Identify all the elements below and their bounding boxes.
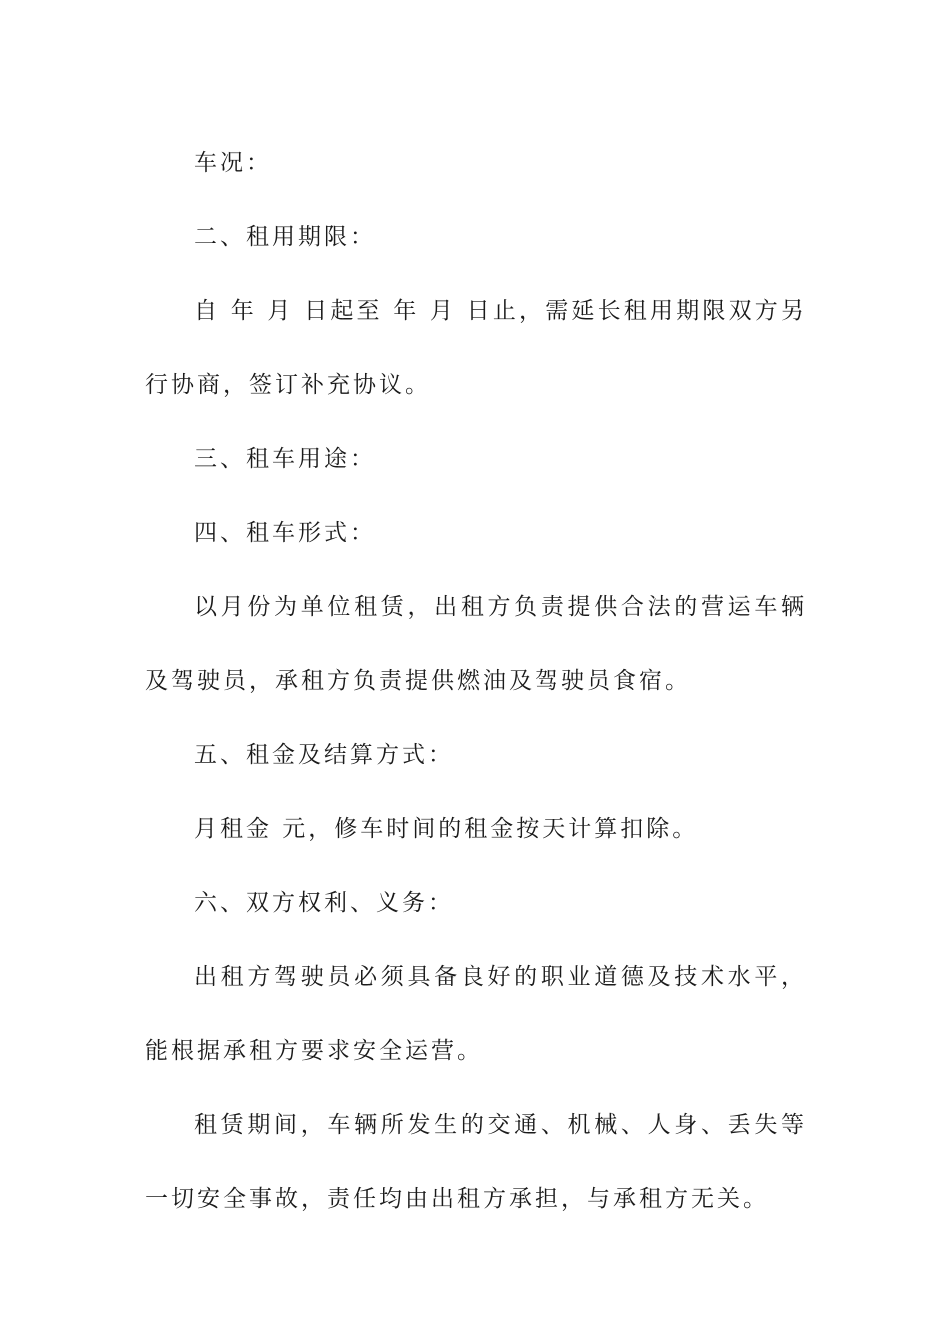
paragraph-safety-liability: 租赁期间，车辆所发生的交通、机械、人身、丢失等一切安全事故，责任均由出租方承担，与承租方无关。 (145, 1112, 807, 1212)
paragraph-vehicle-condition: 车况： (194, 150, 272, 176)
paragraph-monthly-rent: 月租金 元，修车时间的租金按天计算扣除。 (194, 816, 699, 842)
paragraph-rental-form: 以月份为单位租赁，出租方负责提供合法的营运车辆及驾驶员，承租方负责提供燃油及驾驶员食宿。 (145, 594, 807, 694)
heading-rental-purpose: 三、租车用途： (194, 446, 376, 472)
paragraph-driver-requirements: 出租方驾驶员必须具备良好的职业道德及技术水平，能根据承租方要求安全运营。 (145, 964, 807, 1064)
heading-rent-settlement: 五、租金及结算方式： (194, 742, 454, 768)
paragraph-rental-period: 自 年 月 日起至 年 月 日止，需延长租用期限双方另行协商，签订补充协议。 (145, 298, 807, 398)
heading-rental-form: 四、租车形式： (194, 520, 376, 546)
document-body (145, 126, 807, 1236)
heading-rights-obligations: 六、双方权利、义务： (194, 890, 454, 916)
heading-rental-period: 二、租用期限： (194, 224, 376, 250)
